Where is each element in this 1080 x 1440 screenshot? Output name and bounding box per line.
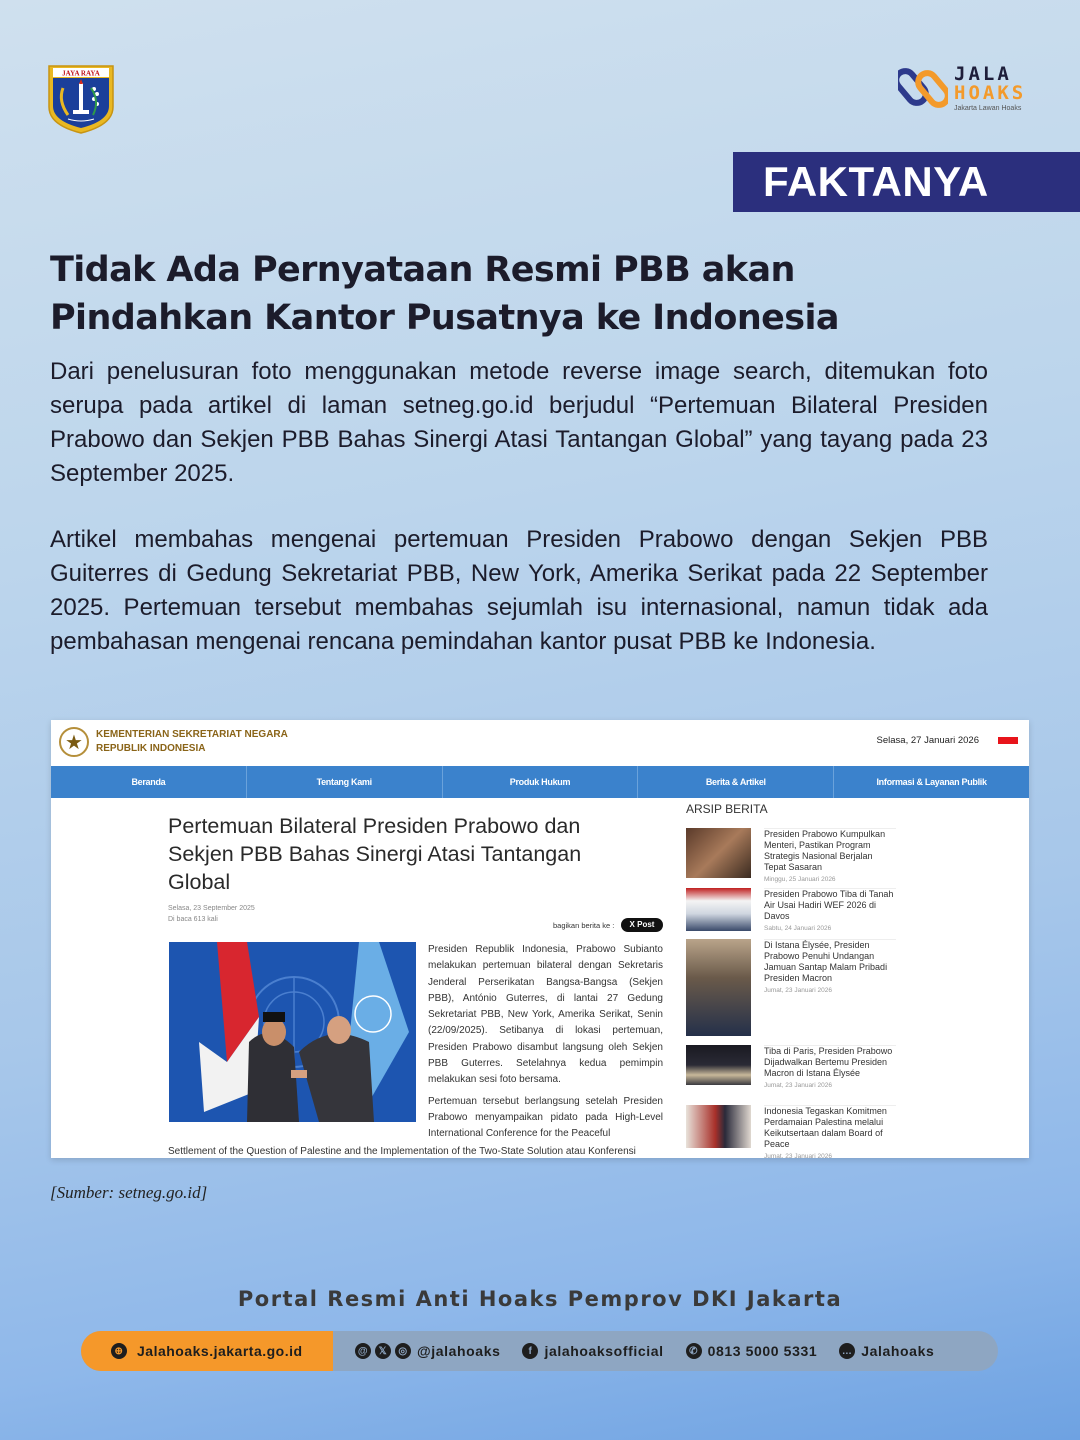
article-paragraph-1: Presiden Republik Indonesia, Prabowo Subianto melakukan pertemuan bilateral dengan Sekretaris Jenderal Perserikatan Bangsa-Bangsa (Sekjen PBB), António Guterres, di lantai 27 Gedung Sekretariat PBB, New York, Amerika Serikat, Senin (22/09/2025). Setibanya di lokasi pertemuan, Presiden Prabowo disambut langsung oleh Sekjen PBB Guterres. Setelahnya kedua pemimpin melakukan sesi foto bersama. <box>428 944 663 1086</box>
whatsapp-text: 0813 5000 5331 <box>707 1343 818 1359</box>
archive-item-date: Jumat, 23 Januari 2026 <box>764 1153 832 1158</box>
article-body <box>428 942 663 1148</box>
chat-link[interactable] <box>839 1343 934 1359</box>
share-label: bagikan berita ke : <box>553 921 615 930</box>
archive-thumbnail <box>686 888 751 931</box>
chat-bubble-icon: … <box>839 1343 855 1359</box>
archive-item-date: Minggu, 25 Januari 2026 <box>764 876 836 883</box>
website-link[interactable] <box>81 1331 333 1371</box>
source-caption: [Sumber: setneg.go.id] <box>50 1183 208 1202</box>
globe-icon: ⊕ <box>111 1343 127 1359</box>
chain-link-icon <box>898 63 948 113</box>
flag-icon <box>998 737 1018 744</box>
social-handle-text: @jalahoaks <box>417 1343 501 1359</box>
x-icon: 𝕏 <box>375 1343 391 1359</box>
site-name <box>96 728 288 756</box>
garuda-star-emblem-icon: ★ <box>59 727 89 757</box>
paragraph-2: Artikel membahas mengenai pertemuan Presiden Prabowo dengan Sekjen PBB Guiterres di Gedung Sekretariat PBB, New York, Amerika Serikat pada 22 September 2025. Pertemuan tersebut membahas sejumlah isu internasional, namun tidak ada pembahasan mengenai rencana pemindahan kantor pusat PBB ke Indonesia. <box>50 526 988 655</box>
dki-jakarta-emblem <box>46 63 116 135</box>
nav-produk-hukum[interactable]: Produk Hukum <box>443 766 639 798</box>
archive-item-title: Indonesia Tegaskan Komitmen Perdamaian Palestina melalui Keikutsertaan dalam Board of Peace <box>764 1106 887 1149</box>
brand-tagline: Jakarta Lawan Hoaks <box>954 104 1022 112</box>
article-paragraph-2: Pertemuan tersebut berlangsung setelah Presiden Prabowo menyampaikan pidato pada High-Level International Conference for the Peaceful <box>428 1095 663 1140</box>
archive-item-title: Presiden Prabowo Tiba di Tanah Air Usai Hadiri WEF 2026 di Davos <box>764 889 894 921</box>
setneg-website-screenshot <box>51 720 1029 1158</box>
paragraph-1: Dari penelusuran foto menggunakan metode reverse image search, ditemukan foto serupa pada artikel di laman setneg.go.id berjudul “Pertemuan Bilateral Presiden Prabowo dan Sekjen PBB Bahas Sinergi Atasi Tantangan Global” yang tayang pada 23 September 2025. <box>50 358 988 487</box>
social-handle[interactable] <box>355 1343 500 1359</box>
archive-item-title: Di Istana Élysée, Presiden Prabowo Penuhi Undangan Jamuan Santap Malam Pribadi Presiden Macron <box>764 940 888 983</box>
facebook-text: jalahoaksofficial <box>544 1343 664 1359</box>
site-name-line2: REPUBLIK INDONESIA <box>96 743 206 754</box>
jala-hoaks-logo <box>898 62 1048 114</box>
chat-text: Jalahoaks <box>861 1343 935 1359</box>
headline: Tidak Ada Pernyataan Resmi PBB akan Pindahkan Kantor Pusatnya ke Indonesia <box>50 250 839 338</box>
archive-thumbnail <box>686 939 751 1036</box>
brand-line1: JALA <box>954 62 1012 85</box>
facebook-link[interactable] <box>522 1343 663 1359</box>
article-title: Pertemuan Bilateral Presiden Prabowo dan Sekjen PBB Bahas Sinergi Atasi Tantangan Global <box>168 814 582 894</box>
article-meta <box>168 903 255 925</box>
archive-title: ARSIP BERITA <box>686 802 768 816</box>
archive-item-date: Jumat, 23 Januari 2026 <box>764 1082 832 1089</box>
brand-line2: HOAKS <box>954 81 1027 104</box>
archive-thumbnail <box>686 828 751 878</box>
footer-contact-bar <box>81 1331 998 1371</box>
article-paragraph-2-cont: Settlement of the Question of Palestine and the Implementation of the Two-State Solution atau Konferensi <box>168 1146 636 1157</box>
x-post-button[interactable]: X Post <box>621 918 663 932</box>
facebook-icon: f <box>522 1343 538 1359</box>
whatsapp-link[interactable] <box>686 1343 818 1359</box>
nav-informasi-layanan[interactable]: Informasi & Layanan Publik <box>876 777 987 787</box>
archive-thumbnail <box>686 1105 751 1148</box>
archive-item-date: Jumat, 23 Januari 2026 <box>764 987 832 994</box>
instagram-icon: ◎ <box>395 1343 411 1359</box>
threads-icon: @ <box>355 1343 371 1359</box>
nav-berita-artikel[interactable]: Berita & Artikel <box>638 766 834 798</box>
whatsapp-icon: ✆ <box>686 1343 702 1359</box>
website-text: Jalahoaks.jakarta.go.id <box>137 1343 303 1359</box>
emblem-text: JAYA RAYA <box>62 69 100 78</box>
article-views: Di baca 613 kali <box>168 916 218 923</box>
site-navbar <box>51 766 1029 798</box>
site-date: Selasa, 27 Januari 2026 <box>876 735 979 746</box>
site-header <box>51 720 1029 766</box>
site-name-line1: KEMENTERIAN SEKRETARIAT NEGARA <box>96 729 288 740</box>
nav-tentang-kami[interactable]: Tentang Kami <box>247 766 443 798</box>
article-photo <box>169 942 416 1122</box>
archive-item-title: Tiba di Paris, Presiden Prabowo Dijadwalkan Bertemu Presiden Macron di Istana Élysée <box>764 1046 893 1078</box>
article-date: Selasa, 23 September 2025 <box>168 905 255 912</box>
portal-tagline: Portal Resmi Anti Hoaks Pemprov DKI Jakarta <box>237 1287 843 1311</box>
archive-thumbnail <box>686 1045 751 1085</box>
archive-item-date: Sabtu, 24 Januari 2026 <box>764 925 832 932</box>
nav-beranda[interactable]: Beranda <box>51 766 247 798</box>
archive-item-title: Presiden Prabowo Kumpulkan Menteri, Pastikan Program Strategis Nasional Berjalan Tepat Sasaran <box>764 829 886 872</box>
faktanya-banner: FAKTANYA <box>733 152 1080 212</box>
